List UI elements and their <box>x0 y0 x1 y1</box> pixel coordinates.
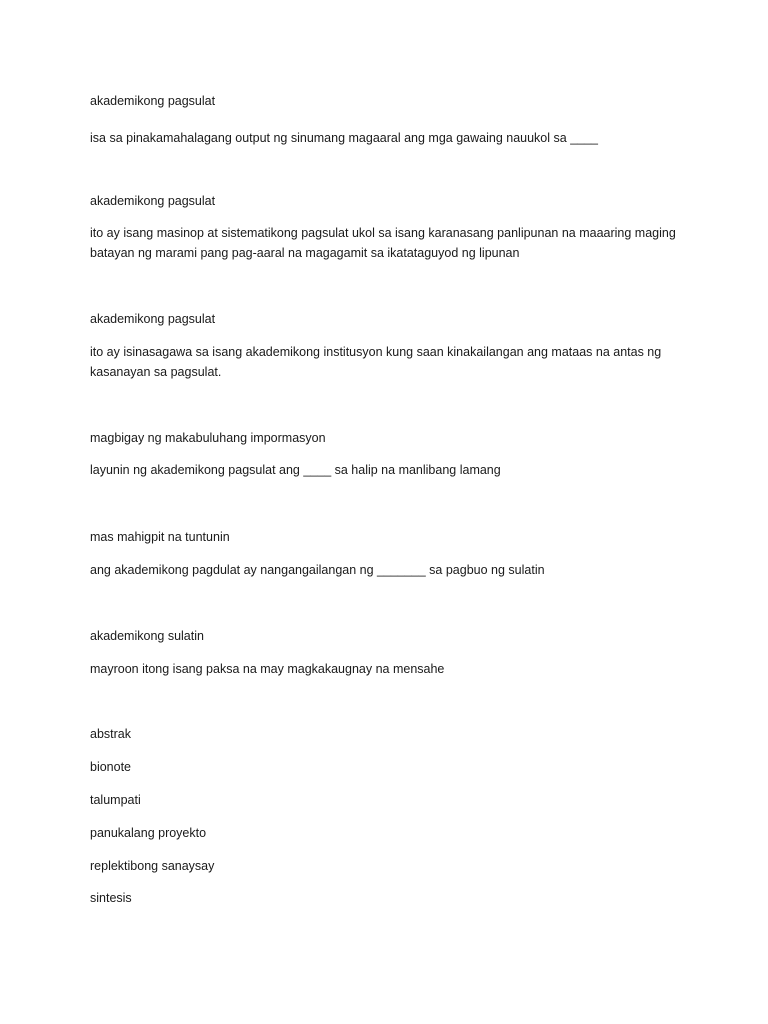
term-5: mas mahigpit na tuntunin <box>90 530 230 544</box>
term-2: akademikong pagsulat <box>90 194 216 208</box>
list-item-4: panukalang proyekto <box>90 826 207 840</box>
definition-6: mayroon itong isang paksa na may magkakaugnay na mensahe <box>90 662 445 676</box>
term-3: akademikong pagsulat <box>90 312 216 326</box>
definition-5: ang akademikong pagdulat ay nangangailangan ng _______ sa pagbuo ng sulatin <box>90 563 545 577</box>
list-item-3: talumpati <box>90 793 141 807</box>
term-1: akademikong pagsulat <box>90 94 216 108</box>
list-item-1: abstrak <box>90 727 131 741</box>
list-item-5: replektibong sanaysay <box>90 859 215 873</box>
list-item-6: sintesis <box>90 891 132 905</box>
term-4: magbigay ng makabuluhang impormasyon <box>90 431 326 445</box>
definition-1: isa sa pinakamahalagang output ng sinumang magaaral ang mga gawaing nauukol sa ____ <box>90 131 598 145</box>
definition-4: layunin ng akademikong pagsulat ang ____ sa halip na manlibang lamang <box>90 463 501 477</box>
definition-3: ito ay isinasagawa sa isang akademikong institusyon kung saan kinakailangan ang mataas na antas ng kasanayan sa pagsulat. <box>90 345 662 379</box>
term-6: akademikong sulatin <box>90 629 204 643</box>
list-item-2: bionote <box>90 760 132 774</box>
definition-2: ito ay isang masinop at sistematikong pagsulat ukol sa isang karanasang panlipunan na maaaring maging batayan ng marami pang pag-aaral na magagamit sa ikatataguyod ng lipunan <box>90 226 676 260</box>
